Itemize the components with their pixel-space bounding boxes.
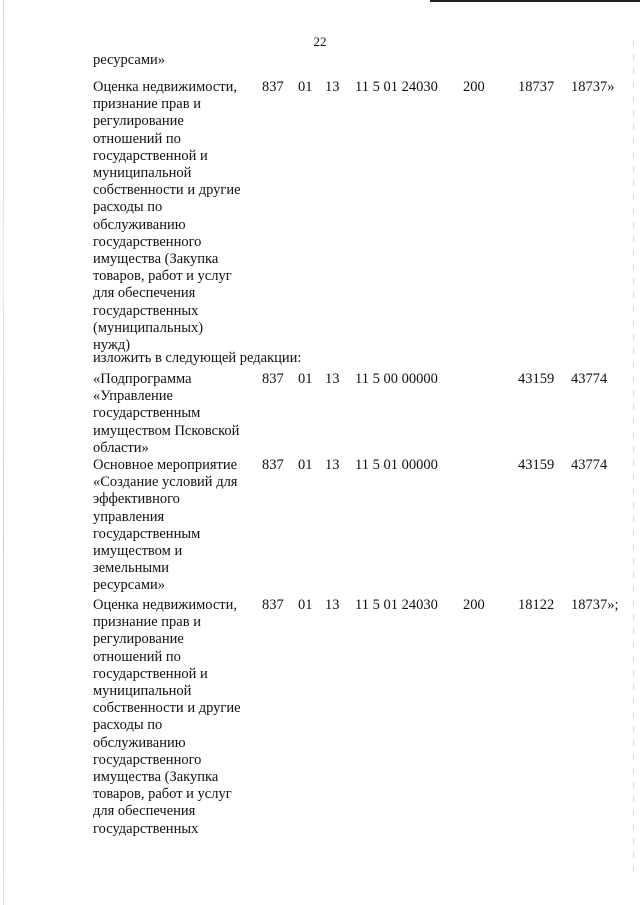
scan-edge-right <box>633 40 634 880</box>
replace-instruction: изложить в следующей редакции: <box>93 350 302 366</box>
cell-value-1: 18737 <box>518 79 555 95</box>
cell-ved: 837 <box>262 371 284 387</box>
cell-csr: 11 5 01 24030 <box>355 79 438 95</box>
cell-csr: 11 5 00 00000 <box>355 371 438 387</box>
cell-csr: 11 5 01 00000 <box>355 457 438 473</box>
page-number: 22 <box>313 34 327 49</box>
cell-pr: 13 <box>325 597 340 613</box>
cell-value-2: 43774 <box>571 457 608 473</box>
cell-rz: 01 <box>298 371 313 387</box>
cell-pr: 13 <box>325 457 340 473</box>
cell-value-2: 18737» <box>571 79 615 95</box>
cell-rz: 01 <box>298 457 313 473</box>
cell-pr: 13 <box>325 371 340 387</box>
cell-vr: 200 <box>463 79 485 95</box>
cell-vr: 200 <box>463 597 485 613</box>
cell-value-1: 43159 <box>518 371 555 387</box>
cell-value-2: 43774 <box>571 371 608 387</box>
cell-ved: 837 <box>262 597 284 613</box>
cell-value-1: 43159 <box>518 457 555 473</box>
cell-rz: 01 <box>298 597 313 613</box>
scan-edge-top <box>430 0 640 2</box>
cell-csr: 11 5 01 24030 <box>355 597 438 613</box>
row-name: Оценка недвижимости, признание прав и регулирование отношений по государственной и муниципальной собственности и другие расходы по обслуживанию государственного имущества (Закупка товаров, работ и услуг для обеспечения государственных <box>93 597 241 837</box>
scan-edge-left <box>3 0 4 905</box>
cell-ved: 837 <box>262 457 284 473</box>
row-name: Оценка недвижимости, признание прав и регулирование отношений по государственной и муниципальной собственности и другие расходы по обслуживанию государственного имущества (Закупка товаров, работ и услуг для обеспечения государственных (муниципальных) нужд) <box>93 79 241 354</box>
row-name: Основное мероприятие «Создание условий для эффективного управления государственным имуществом и земельными ресурсами» <box>93 457 238 594</box>
cell-value-2: 18737»; <box>571 597 619 613</box>
cell-pr: 13 <box>325 79 340 95</box>
continuation-line: ресурсами» <box>93 52 166 68</box>
cell-ved: 837 <box>262 79 284 95</box>
row-name: «Подпрограмма «Управление государственным имуществом Псковской области» <box>93 371 240 456</box>
cell-rz: 01 <box>298 79 313 95</box>
cell-value-1: 18122 <box>518 597 555 613</box>
